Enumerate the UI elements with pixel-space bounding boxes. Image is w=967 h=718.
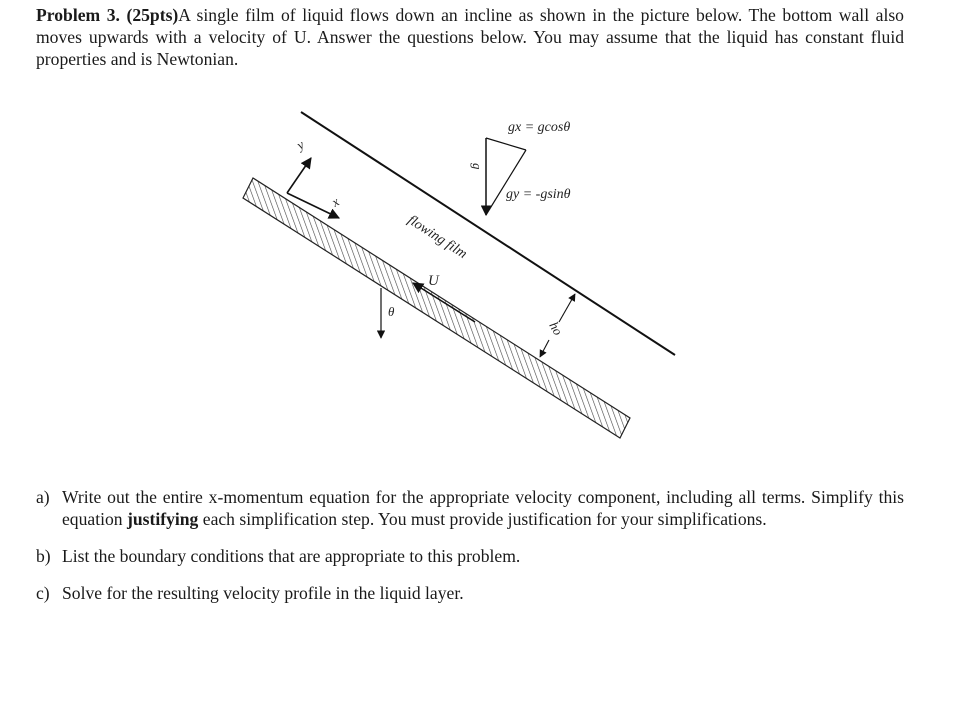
hatched-wall [243, 178, 630, 438]
question-a-label: a) [36, 487, 50, 507]
question-b [36, 545, 904, 567]
gy-label: gy = -gsinθ [506, 187, 571, 202]
y-axis-arrow [287, 158, 311, 193]
gx-component [486, 138, 526, 150]
problem-heading: Problem 3. [36, 5, 120, 25]
g-label: g [470, 163, 485, 170]
y-axis-label: y [294, 136, 307, 153]
flowing-film-label: flowing film [404, 212, 470, 263]
question-c-label: c) [36, 583, 50, 603]
film-thickness-label: ho [546, 319, 566, 338]
film-thickness-arrow [559, 294, 575, 322]
question-b-text: List the boundary conditions that are appropriate to this problem. [62, 546, 521, 566]
gx-label: gx = gcosθ [508, 120, 571, 135]
wall-velocity-label: U [428, 273, 439, 289]
gy-component [486, 150, 526, 215]
problem-text: A single film of liquid flows down an incline as shown in the picture below. The bottom wall also moves upwards with a velocity of U. Answer the questions below. You may assume that the liquid has constant fluid properties and is Newtonian. [36, 5, 904, 69]
question-b-label: b) [36, 546, 51, 566]
question-a [36, 486, 904, 530]
question-a-text-before: Write out the entire x-momentum equation for the appropriate velocity component, including all terms. Simplify this equation [62, 487, 904, 529]
x-axis-label: x [329, 193, 342, 210]
question-c-text: Solve for the resulting velocity profile in the liquid layer. [62, 583, 464, 603]
free-surface-line [301, 112, 675, 355]
film-thickness-arrow-lower [540, 340, 549, 357]
problem-points: (25pts) [126, 5, 179, 25]
question-a-text-after: each simplification step. You must provide justification for your simplifications. [198, 509, 767, 529]
question-a-emphasis: justifying [126, 509, 199, 529]
questions-list [36, 486, 904, 619]
theta-label: θ [388, 304, 395, 319]
question-c [36, 582, 904, 604]
